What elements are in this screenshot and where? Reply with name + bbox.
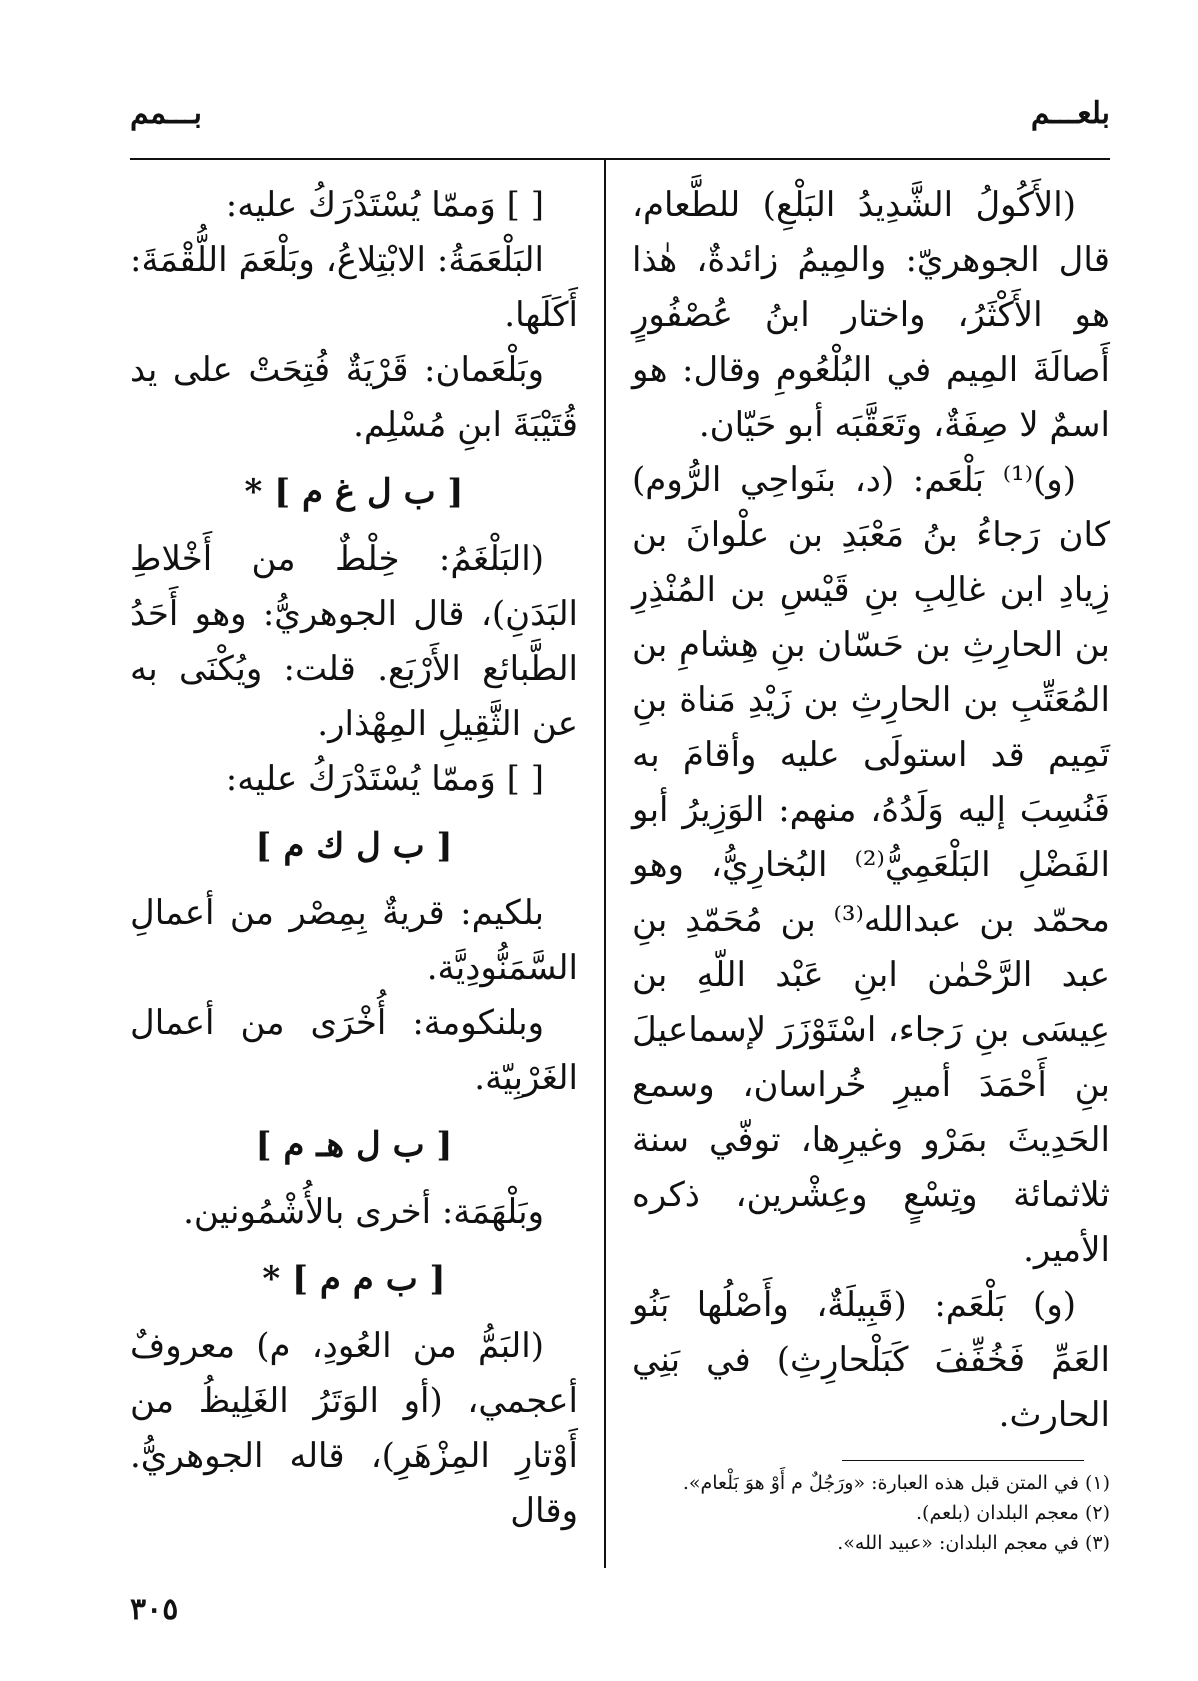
entry-paragraph: (البَمُّ من العُودِ، م) معروفٌ أعجمي، (أو الوَتَرُ الغَلِيظُ من أَوْتارِ المِزْهَرِ)، قاله الجوهريُّ. وقال xyxy=(130,1326,578,1531)
column-divider xyxy=(604,158,606,1568)
supplement-note: [ ] وَممّا يُسْتَدْرَكُ عليه: xyxy=(225,185,544,225)
footnote: (١) في المتن قبل هذه العبارة: «ورَجُلٌ م أَوْ هوَ بَلْعام». xyxy=(682,1472,1110,1494)
running-head-left: بـــمم xyxy=(130,96,203,131)
entry-paragraph: البَلْعَمَةُ: الابْتِلاعُ، وبَلْعَمَ اللُّقْمَةَ: أَكَلَها. xyxy=(130,240,578,335)
entry-paragraph: وبَلْعَمان: قَرْيَةٌ فُتِحَتْ على يد قُتَيْبَةَ ابنِ مُسْلِم. xyxy=(130,350,578,445)
root-heading: [ ب ل هـ م ] xyxy=(255,1125,453,1165)
left-column xyxy=(130,178,578,1539)
entry-paragraph: (و)⁽¹⁾ بَلْعَم: (د، بنَواحِي الرُّوم) كان رَجاءُ بنُ مَعْبَدِ بن علْوانَ بن زِيادِ ابن غالِبِ بنِ قَيْسِ بن المُنْذِرِ بن الحارِثِ بن حَسّان بنِ هِشامِ بن المُعَتِّبِ بن الحارِثِ بن زَيْدِ مَناة بنِ تَمِيم قد استولَى عليه وأقامَ به فَنُسِبَ إليه وَلَدُهُ، منهم: الوَزِيرُ أبو الفَضْلِ البَلْعَمِيُّ⁽²⁾ البُخارِيُّ، وهو محمّد بن عبدالله⁽³⁾ بن مُحَمّدِ بنِ عبد الرَّحْمٰن ابنِ عَبْد اللّهِ بن عِيسَى بنِ رَجاء، اسْتَوْزَرَ لإسماعيلَ بنِ أَحْمَدَ أميرِ خُراسان، وسمع الحَدِيثَ بمَرْو وغيرِها، توفّي سنة ثلاثمائة وتِسْعٍ وعِشْرين، ذكره الأمير. xyxy=(632,460,1111,1270)
root-heading: [ ب ل ك م ] xyxy=(255,826,453,866)
entry-paragraph: وبَلْهَمَة: أخرى بالأُشْمُونين. xyxy=(183,1192,544,1232)
entry-paragraph: وبلنكومة: أُخْرَى من أعمال الغَرْبِيّة. xyxy=(130,1003,578,1098)
footnote-rule xyxy=(842,1460,1084,1461)
root-heading: [ ب ل غ م ] * xyxy=(244,472,464,512)
footnotes xyxy=(590,1468,1110,1558)
entry-paragraph: (و) بَلْعَم: (قَبِيلَةٌ، وأَصْلُها بَنُو العَمِّ فَخُفِّفَ كَبَلْحارِثِ) في بَنِي الحارث. xyxy=(632,1285,1110,1435)
page-number: ٣٠٥ xyxy=(130,1592,179,1627)
entry-paragraph: (الأَكُولُ الشَّدِيدُ البَلْعِ) للطَّعام، قال الجوهريّ: والمِيمُ زائدةٌ، هٰذا هو الأَكْثَرُ، واختار ابنُ عُصْفُورٍ أَصالَةَ المِيم في البُلْعُومِ وقال: هو اسمٌ لا صِفَةٌ، وتَعَقَّبَه أبو حَيّان. xyxy=(632,185,1110,445)
root-heading: [ ب م م ] * xyxy=(262,1259,446,1299)
footnote: (٢) معجم البلدان (بلعم). xyxy=(916,1502,1110,1524)
running-head-right: بلعـــم xyxy=(1030,96,1110,131)
header-rule xyxy=(130,158,1110,160)
right-column xyxy=(632,178,1110,1443)
entry-paragraph: (البَلْغَمُ: خِلْطٌ من أَخْلاطِ البَدَنِ)، قال الجوهريُّ: وهو أَحَدُ الطَّبائع الأَرْبَع. قلت: ويُكْنَى به عن الثَّقِيلِ المِهْذار. xyxy=(130,539,578,744)
footnote: (٣) في معجم البلدان: «عبيد الله». xyxy=(837,1532,1110,1554)
entry-paragraph: بلكيم: قريةٌ بِمِصْر من أعمالِ السَّمَنُّودِيَّة. xyxy=(130,893,578,988)
supplement-note: [ ] وَممّا يُسْتَدْرَكُ عليه: xyxy=(225,759,544,799)
